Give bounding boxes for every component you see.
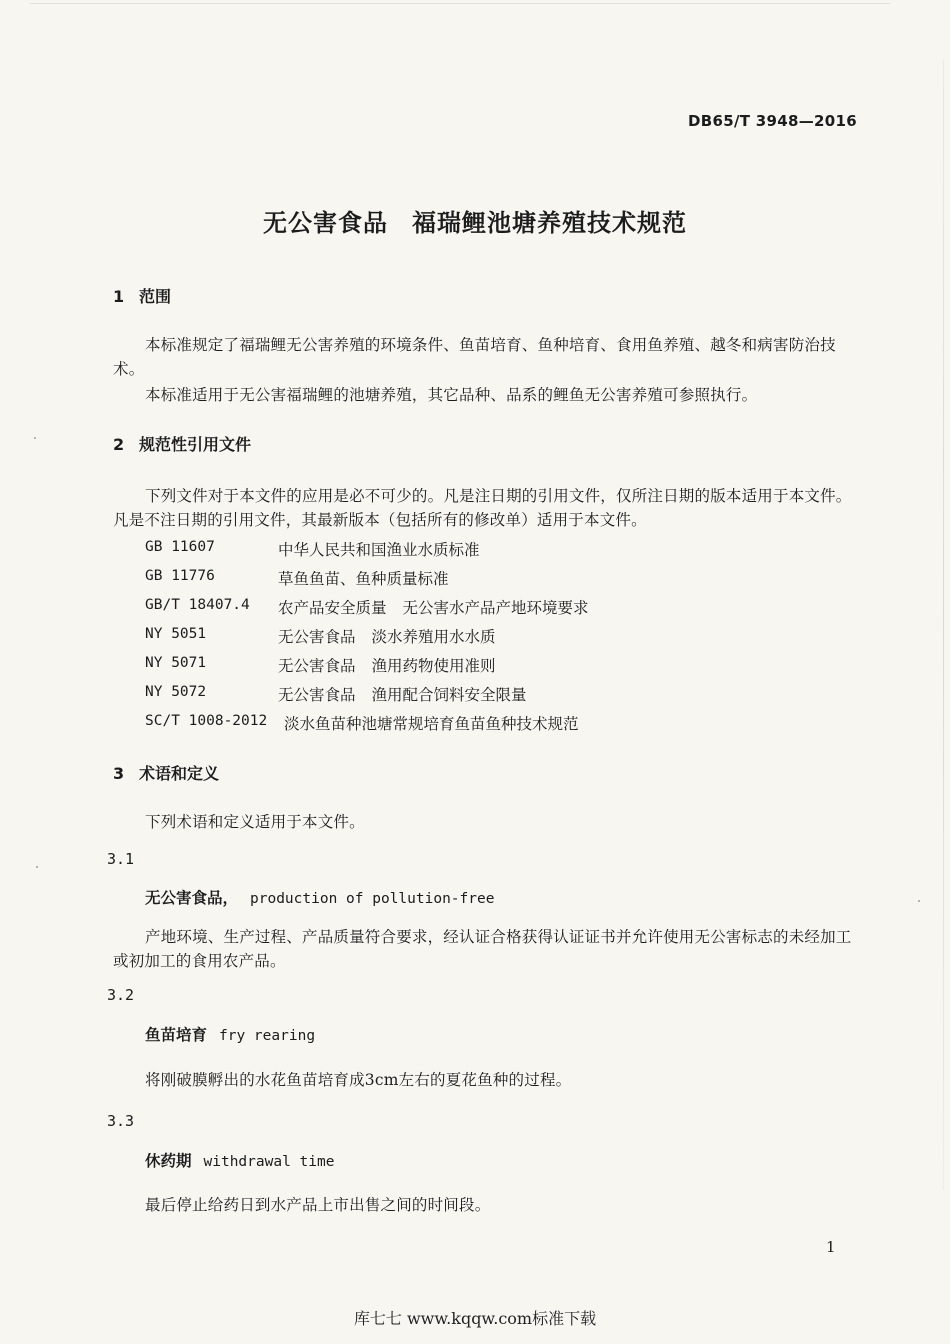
ref-title-a: 无公害食品 xyxy=(278,628,356,646)
ref-title-a: 无公害食品 xyxy=(278,686,356,704)
section1-heading xyxy=(113,284,171,307)
section1-paragraph2: 本标准适用于无公害福瑞鲤的池塘养殖，其它品种、品系的鲤鱼无公害养殖可参照执行。 xyxy=(145,386,758,404)
term-definition: 最后停止给药日到水产品上市出售之间的时间段。 xyxy=(145,1196,491,1214)
ref-title-b: 淡水养殖用水水质 xyxy=(371,628,496,646)
section3-intro: 下列术语和定义适用于本文件。 xyxy=(145,813,365,831)
ref-code: SC/T 1008-2012 xyxy=(145,713,268,729)
term-name-en: withdrawal time xyxy=(203,1154,335,1170)
ref-code: GB 11607 xyxy=(145,539,215,555)
ref-code: NY 5072 xyxy=(145,684,207,700)
scan-speck xyxy=(34,437,36,439)
scan-edge-top xyxy=(30,3,890,4)
term-name xyxy=(145,1023,315,1045)
section1-paragraph1: 本标准规定了福瑞鲤无公害养殖的环境条件、鱼苗培育、鱼种培育、食用鱼养殖、越冬和病害防治技术。 xyxy=(113,336,836,378)
ref-title-a: 无公害食品 xyxy=(278,657,356,675)
ref-title xyxy=(278,654,496,676)
section2-number: 2 xyxy=(113,435,125,454)
section3-title: 术语和定义 xyxy=(139,764,220,783)
term-name-zh: 鱼苗培育 xyxy=(145,1026,208,1044)
section2-title: 规范性引用文件 xyxy=(139,435,252,454)
term-name xyxy=(145,1149,334,1171)
ref-title: 草鱼鱼苗、鱼种质量标准 xyxy=(278,570,449,588)
page-number: 1 xyxy=(826,1238,836,1256)
term-name-zh: 无公害食品， xyxy=(145,889,239,907)
term-name xyxy=(145,886,494,908)
term-definition: 产地环境、生产过程、产品质量符合要求，经认证合格获得认证证书并允许使用无公害标志的未经加工或初加工的食用农产品。 xyxy=(113,928,852,970)
term-name-en: fry rearing xyxy=(219,1028,316,1044)
ref-title-b: 渔用药物使用准则 xyxy=(371,657,496,675)
scan-speck xyxy=(918,900,920,902)
title-part1: 无公害食品 xyxy=(263,209,388,237)
ref-code: GB/T 18407.4 xyxy=(145,597,250,613)
ref-title-b: 渔用配合饲料安全限量 xyxy=(371,686,527,704)
term-number: 3.1 xyxy=(107,850,135,868)
ref-title-b: 无公害水产品产地环境要求 xyxy=(402,599,589,617)
ref-title: 中华人民共和国渔业水质标准 xyxy=(278,541,480,559)
watermark-text: 库七七 www.kqqw.com标准下载 xyxy=(353,1309,597,1328)
ref-title xyxy=(278,683,527,705)
section1-title: 范围 xyxy=(139,287,172,306)
term-definition: 将刚破膜孵出的水花鱼苗培育成3cm左右的夏花鱼种的过程。 xyxy=(145,1071,572,1089)
section2-heading xyxy=(113,432,251,455)
ref-title xyxy=(278,625,496,647)
section2-intro: 下列文件对于本文件的应用是必不可少的。凡是注日期的引用文件，仅所注日期的版本适用于本文件。凡是不注日期的引用文件，其最新版本（包括所有的修改单）适用于本文件。 xyxy=(113,487,852,529)
ref-title xyxy=(278,596,589,618)
term-name-zh: 休药期 xyxy=(145,1152,192,1170)
section3-heading xyxy=(113,761,219,784)
ref-code: NY 5071 xyxy=(145,655,207,671)
ref-title: 淡水鱼苗种池塘常规培育鱼苗鱼种技术规范 xyxy=(284,715,579,733)
standard-code: DB65/T 3948—2016 xyxy=(688,112,857,130)
term-number: 3.2 xyxy=(107,986,135,1004)
ref-code: NY 5051 xyxy=(145,626,207,642)
term-name-en: production of pollution-free xyxy=(250,891,495,907)
ref-title-a: 农产品安全质量 xyxy=(278,599,387,617)
scan-speck xyxy=(36,866,38,868)
document-title xyxy=(0,203,950,238)
section1-number: 1 xyxy=(113,287,125,306)
ref-code: GB 11776 xyxy=(145,568,215,584)
term-number: 3.3 xyxy=(107,1112,135,1130)
section3-number: 3 xyxy=(113,764,125,783)
title-part2: 福瑞鲤池塘养殖技术规范 xyxy=(412,209,687,237)
